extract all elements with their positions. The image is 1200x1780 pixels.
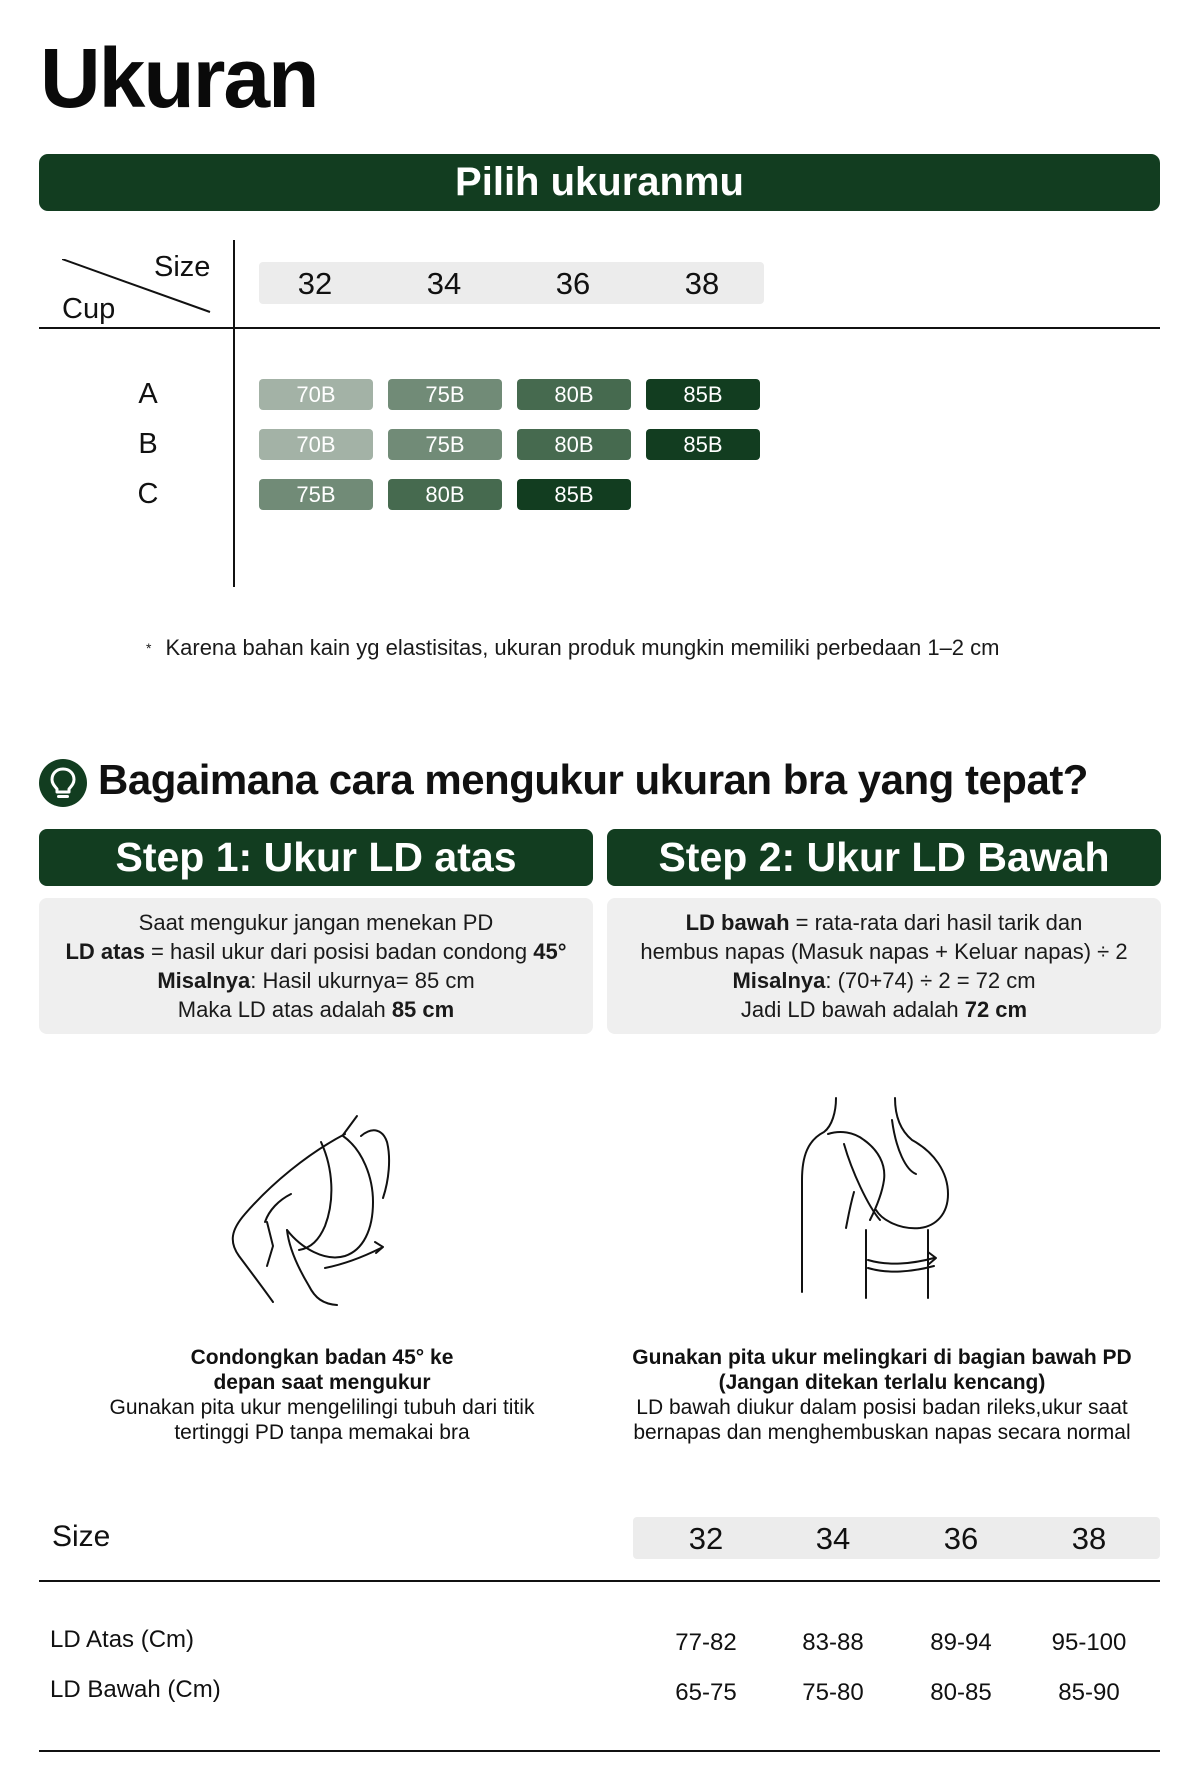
table-cell: 75-80 [802,1679,864,1706]
measure-bottom-divider [39,1750,1160,1752]
row-label-ld-atas: LD Atas (Cm) [50,1626,195,1653]
size-col-36: 36 [555,266,591,301]
underbust-measure-illustration [788,1090,963,1310]
step1-banner: Step 1: Ukur LD atas [39,829,593,886]
lightbulb-icon [39,759,87,807]
table-cell: 83-88 [802,1629,864,1656]
size-chip[interactable]: 85B [517,479,631,510]
step1-line1: Saat mengukur jangan menekan PD [138,910,494,935]
step2-caption: Gunakan pita ukur melingkari di bagian bawah PD (Jangan ditekan terlalu kencang) LD bawah diukur dalam posisi badan rileks,ukur saat bernapas dan menghembuskan napas secara normal [632,1346,1132,1444]
step2-line3: Misalnya: (70+74) ÷ 2 = 72 cm [732,968,1036,993]
page-title: Ukuran [40,31,318,125]
measure-header-divider [39,1580,1160,1582]
table-cell: 65-75 [675,1679,737,1706]
step1-description [39,898,593,1034]
measure-col-36: 36 [943,1521,979,1556]
step2-banner: Step 2: Ukur LD Bawah [607,829,1161,886]
size-chip[interactable]: 75B [388,379,502,410]
size-col-38: 38 [684,266,720,301]
measure-col-38: 38 [1071,1521,1107,1556]
table-cell: 85-90 [1058,1679,1120,1706]
row-label-ld-bawah: LD Bawah (Cm) [50,1676,221,1703]
note-marker: * [146,640,152,656]
cup-label-b: B [138,428,158,460]
size-chip[interactable]: 75B [259,479,373,510]
size-chip[interactable]: 80B [388,479,502,510]
size-col-32: 32 [297,266,333,301]
step1-caption: Condongkan badan 45° ke depan saat mengukur Gunakan pita ukur mengelilingi tubuh dari titik tertinggi PD tanpa memakai bra [109,1346,535,1444]
cup-header: Cup [62,293,116,325]
size-chip[interactable]: 85B [646,429,760,460]
note-text: Karena bahan kain yg elastisitas, ukuran produk mungkin memiliki perbedaan 1–2 cm [165,635,1000,660]
table-cell: 95-100 [1051,1629,1127,1656]
size-chip[interactable]: 70B [259,429,373,460]
measure-col-34: 34 [815,1521,851,1556]
step2-line4: Jadi LD bawah adalah 72 cm [740,997,1028,1022]
table-cell: 80-85 [930,1679,992,1706]
size-chip[interactable]: 80B [517,429,631,460]
size-header: Size [154,251,211,283]
lean-forward-measure-illustration [215,1090,430,1310]
size-chip[interactable]: 75B [388,429,502,460]
step1-line2: LD atas = hasil ukur dari posisi badan condong 45° [65,939,567,964]
table-cell: 89-94 [930,1629,992,1656]
step2-description [607,898,1161,1034]
step1-line3: Misalnya: Hasil ukurnya= 85 cm [157,968,475,993]
size-banner: Pilih ukuranmu [39,154,1160,211]
grid-horizontal-divider [39,327,1160,329]
size-chip[interactable]: 70B [259,379,373,410]
cup-label-c: C [137,478,159,510]
step1-line4: Maka LD atas adalah 85 cm [177,997,455,1022]
cup-label-a: A [138,378,158,410]
measure-col-32: 32 [688,1521,724,1556]
step2-line1: LD bawah = rata-rata dari hasil tarik dan [685,910,1083,935]
howto-title: Bagaimana cara mengukur ukuran bra yang tepat? [98,756,1088,803]
step2-line2: hembus napas (Masuk napas + Keluar napas) ÷ 2 [640,939,1128,964]
table-cell: 77-82 [675,1629,737,1656]
size-col-34: 34 [426,266,462,301]
grid-vertical-divider [233,240,235,587]
fit-note [146,635,999,661]
size-chip[interactable]: 85B [646,379,760,410]
measure-size-label: Size [52,1520,111,1553]
size-chip[interactable]: 80B [517,379,631,410]
